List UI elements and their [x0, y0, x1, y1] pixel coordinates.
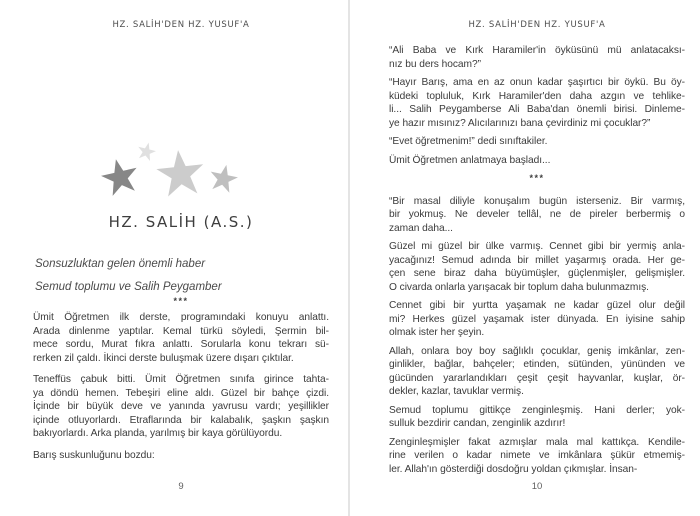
- section-separator: ***: [529, 173, 545, 183]
- left-page-body: [33, 311, 329, 470]
- text-line: Semud toplumu gittikçe zenginleşmiş. Hani derler; yok-: [389, 404, 685, 416]
- large-light-star-icon: [154, 147, 208, 201]
- page-number: 10: [531, 481, 543, 492]
- running-header: HZ. SALİH'DEN HZ. YUSUF'A: [468, 20, 606, 30]
- text-line: ler. Allah'ın gösterdiği dosdoğru yoldan çıkmışlar. İnsan-: [389, 463, 638, 475]
- running-header: HZ. SALİH'DEN HZ. YUSUF'A: [112, 20, 250, 30]
- text-line: nız bu ders hocam?”: [389, 58, 481, 70]
- text-line: “Hayır Barış, ama en az onun kadar şaşırtıcı bir öykü. Bu öy-: [389, 77, 685, 88]
- text-line: Ümit Öğretmen anlatmaya başladı...: [389, 154, 551, 166]
- text-line: mece sordu, Murat fıkra anlattı. Sorularla konu tekrarı sü-: [33, 339, 329, 350]
- paragraph: [389, 299, 685, 340]
- text-line: çen sene biraz daha büyümüşler, güçlenmişler, gelişmişler.: [389, 268, 685, 279]
- paragraph: [389, 76, 685, 130]
- text-line: mi? Herkes güzel yaşamak ister dünyada. En iyisine sahip: [389, 313, 685, 325]
- paragraph: [389, 44, 685, 71]
- subtitle-line: Semud toplumu ve Salih Peygamber: [35, 280, 222, 293]
- text-line: Barış suskunluğunu bozdu:: [33, 449, 155, 461]
- text-line: “Evet öğretmenim!” dedi sınıftakiler.: [389, 136, 548, 147]
- text-line: bir yokmuş. Ne develer tellâl, ne de pireler berbermiş o: [389, 209, 685, 220]
- chapter-title: HZ. SALİH (A.S.): [108, 213, 254, 231]
- text-line: O civarda onlarla yarışacak bir toplum daha bulunmazmış.: [389, 281, 649, 293]
- medium-gray-star-icon: [206, 161, 240, 195]
- text-line: Güzel mi güzel bir ülke varmış. Cennet gibi bir yermiş anla-: [389, 241, 685, 252]
- page-number: 9: [178, 481, 184, 492]
- text-line: Ümit Öğretmen ilk derste, programındaki konuyu anlattı.: [33, 312, 329, 323]
- paragraph: [389, 436, 685, 477]
- text-line: ginlikler, bağlar, bahçeler; etinden, sütünden, yününden ve: [389, 359, 685, 370]
- text-line: ya döndü hemen. Tebeşiri eline aldı. Güzel bir bahçe çizdi.: [33, 387, 329, 399]
- text-line: bakıyorlardı. Arka planda, yarılmış bir kaya görülüyordu.: [33, 428, 283, 439]
- text-line: olmak ister her şeyin.: [389, 327, 485, 338]
- right-page-body: [389, 44, 685, 481]
- text-line: küdeki topluluk, Kırk Haramiler'den daha azgın ve tehlike-: [389, 90, 685, 102]
- text-line: “Bir masal diliyle konuşalım bugün isterseniz. Bir varmış,: [389, 195, 685, 207]
- text-line: Arada dinlenme yaptılar. Kemal türkü söyledi, Şermin bil-: [33, 325, 329, 337]
- paragraph: [33, 373, 329, 441]
- text-line: dekler, kazlar, tavuklar vermiş.: [389, 386, 524, 397]
- text-line: gücünden yararlandıkları çeşit çeşit hayvanlar, kuşlar, ör-: [389, 372, 685, 384]
- page-gutter-line: [348, 0, 350, 516]
- text-line: zaman daha...: [389, 222, 453, 234]
- text-line: içinde otluyorlardı. Etraflarında bir kalabalık, şaşkın şaşkın: [33, 414, 329, 426]
- text-line: Zenginleşmişler fakat azmışlar mala mal kattıkça. Kendile-: [389, 436, 685, 448]
- subtitle-line: Sonsuzluktan gelen önemli haber: [35, 258, 206, 270]
- paragraph: [389, 135, 685, 149]
- text-line: ye hazır mısınız? Alıcılarınızı bana çevirdiniz mi çocuklar?”: [389, 117, 651, 129]
- text-line: Allah, onlara boy boy sağlıklı çocuklar, geniş imkânlar, zen-: [389, 345, 685, 357]
- dark-gray-star-icon: [97, 154, 143, 200]
- paragraph: [389, 345, 685, 399]
- text-line: rine verilen o kadar nimete ve imkânlara şükür etmemiş-: [389, 450, 685, 461]
- text-line: rerken zil çaldı. İkinci derste buluşmak üzere dışarı çıktılar.: [33, 352, 294, 364]
- paragraph: [33, 311, 329, 365]
- paragraph: [389, 404, 685, 431]
- paragraph: [389, 240, 685, 294]
- paragraph: [33, 449, 329, 463]
- text-line: İçinde bir büyük deve ve yanında yavrusu vardı; yeşillikler: [33, 401, 329, 412]
- text-line: Teneffüs çabuk bitti. Ümit Öğretmen sınıfa girince tahta-: [33, 374, 329, 385]
- paragraph: [389, 154, 685, 168]
- paragraph: [389, 195, 685, 236]
- text-line: Cennet gibi bir yurtta yaşamak ne kadar güzel olur değil: [389, 300, 685, 311]
- text-line: li... Salih Peygamberse Ali Baba'dan önemli birisi. Dinleme-: [389, 104, 685, 115]
- text-line: “Ali Baba ve Kırk Haramiler'in öyküsünü mü anlatacaksı-: [389, 45, 685, 56]
- text-line: sulluk bezdirir candan, zenginlik azdırır!: [389, 418, 566, 429]
- text-line: yacağınız! Semud adında bir millet yaşarmış orada. Her ge-: [389, 254, 685, 266]
- section-separator: ***: [173, 296, 189, 306]
